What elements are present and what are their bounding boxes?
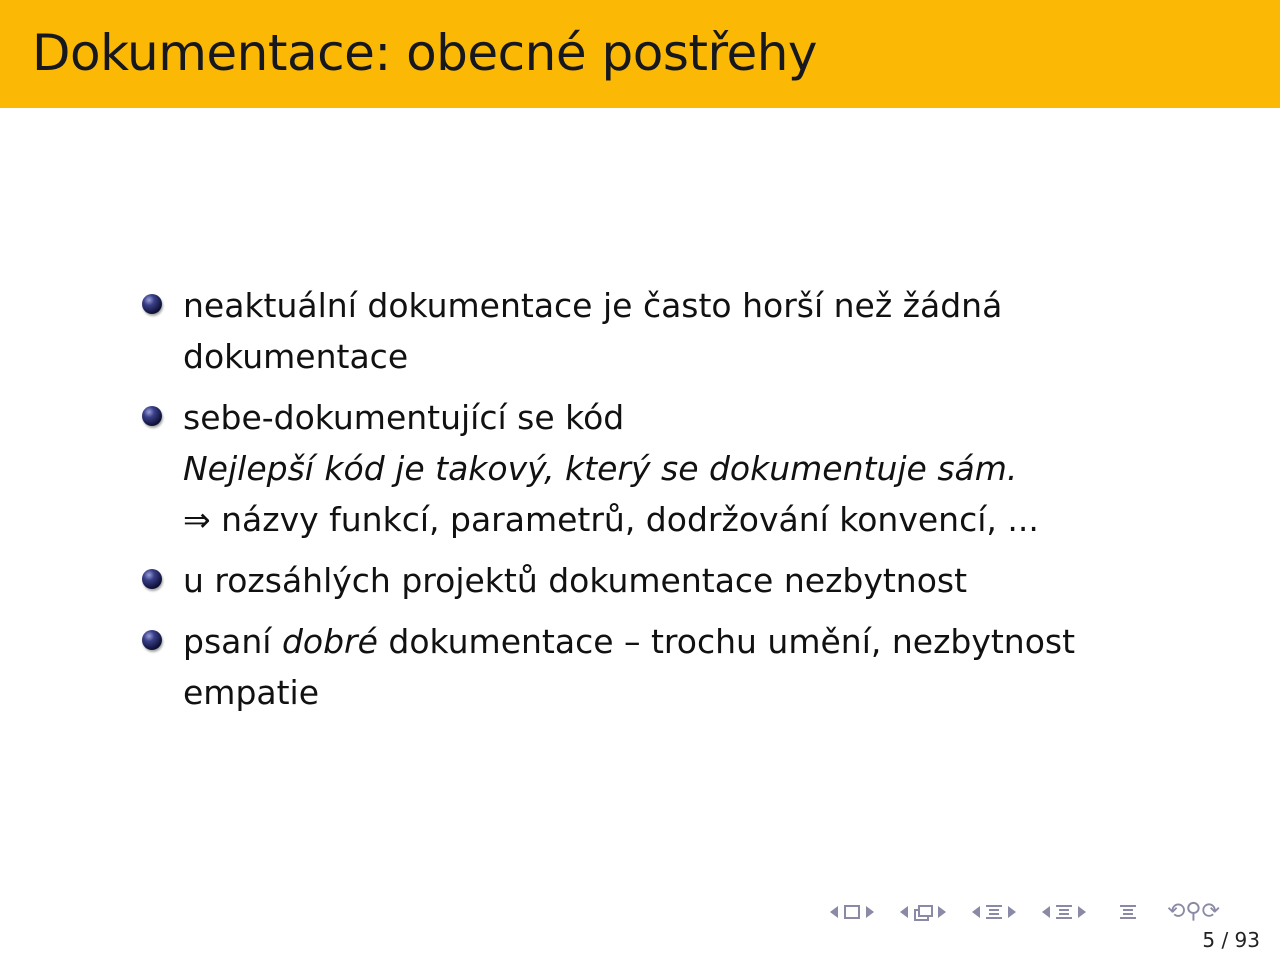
bullet-item (142, 280, 1152, 382)
frame-stack-icon[interactable] (914, 904, 932, 920)
bullet-text-continuation: dokumentace (183, 337, 409, 376)
next-frame-arrow-icon[interactable] (938, 906, 946, 918)
slide-title: Dokumentace: obecné postřehy (32, 24, 817, 82)
subsection-icon[interactable] (986, 904, 1002, 920)
slide-box-icon[interactable] (844, 905, 860, 919)
previous-frame-arrow-icon[interactable] (900, 906, 908, 918)
section-icon[interactable] (1056, 904, 1072, 920)
next-subsection-arrow-icon[interactable] (1008, 906, 1016, 918)
bullet-ball-icon (142, 630, 162, 650)
bullet-ball-icon (142, 406, 162, 426)
bullet-implication: ⇒ názvy funkcí, parametrů, dodržování konvencí, ... (183, 500, 1039, 539)
bullet-ball-icon (142, 569, 162, 589)
bullet-text: neaktuální dokumentace je často horší než žádná (183, 286, 1003, 325)
back-forward-search-icon[interactable]: ⟲⚲⟳ (1167, 899, 1220, 924)
bullet-item (142, 555, 1152, 606)
bullet-emphasis: dobré (281, 622, 378, 661)
bullet-ball-icon (142, 294, 162, 314)
title-bar (0, 0, 1280, 108)
previous-subsection-arrow-icon[interactable] (972, 906, 980, 918)
document-icon[interactable] (1120, 904, 1136, 920)
bullet-text-end: dokumentace – trochu umění, nezbytnost (377, 622, 1076, 661)
next-section-arrow-icon[interactable] (1078, 906, 1086, 918)
previous-section-arrow-icon[interactable] (1042, 906, 1050, 918)
bullet-item (142, 392, 1152, 545)
bullet-text-continuation: empatie (183, 673, 320, 712)
bullet-text-start: psaní (183, 622, 282, 661)
beamer-navigation (826, 900, 1221, 924)
bullet-quote: Nejlepší kód je takový, který se dokumentuje sám. (183, 449, 1018, 488)
bullet-text: sebe-dokumentující se kód (183, 398, 625, 437)
bullet-text: u rozsáhlých projektů dokumentace nezbytnost (183, 561, 968, 600)
page-number: 5 / 93 (1202, 928, 1260, 952)
bullet-item (142, 616, 1152, 718)
bullet-list (142, 280, 1152, 728)
next-slide-arrow-icon[interactable] (866, 906, 874, 918)
previous-slide-arrow-icon[interactable] (830, 906, 838, 918)
bullet-text (183, 616, 1152, 667)
